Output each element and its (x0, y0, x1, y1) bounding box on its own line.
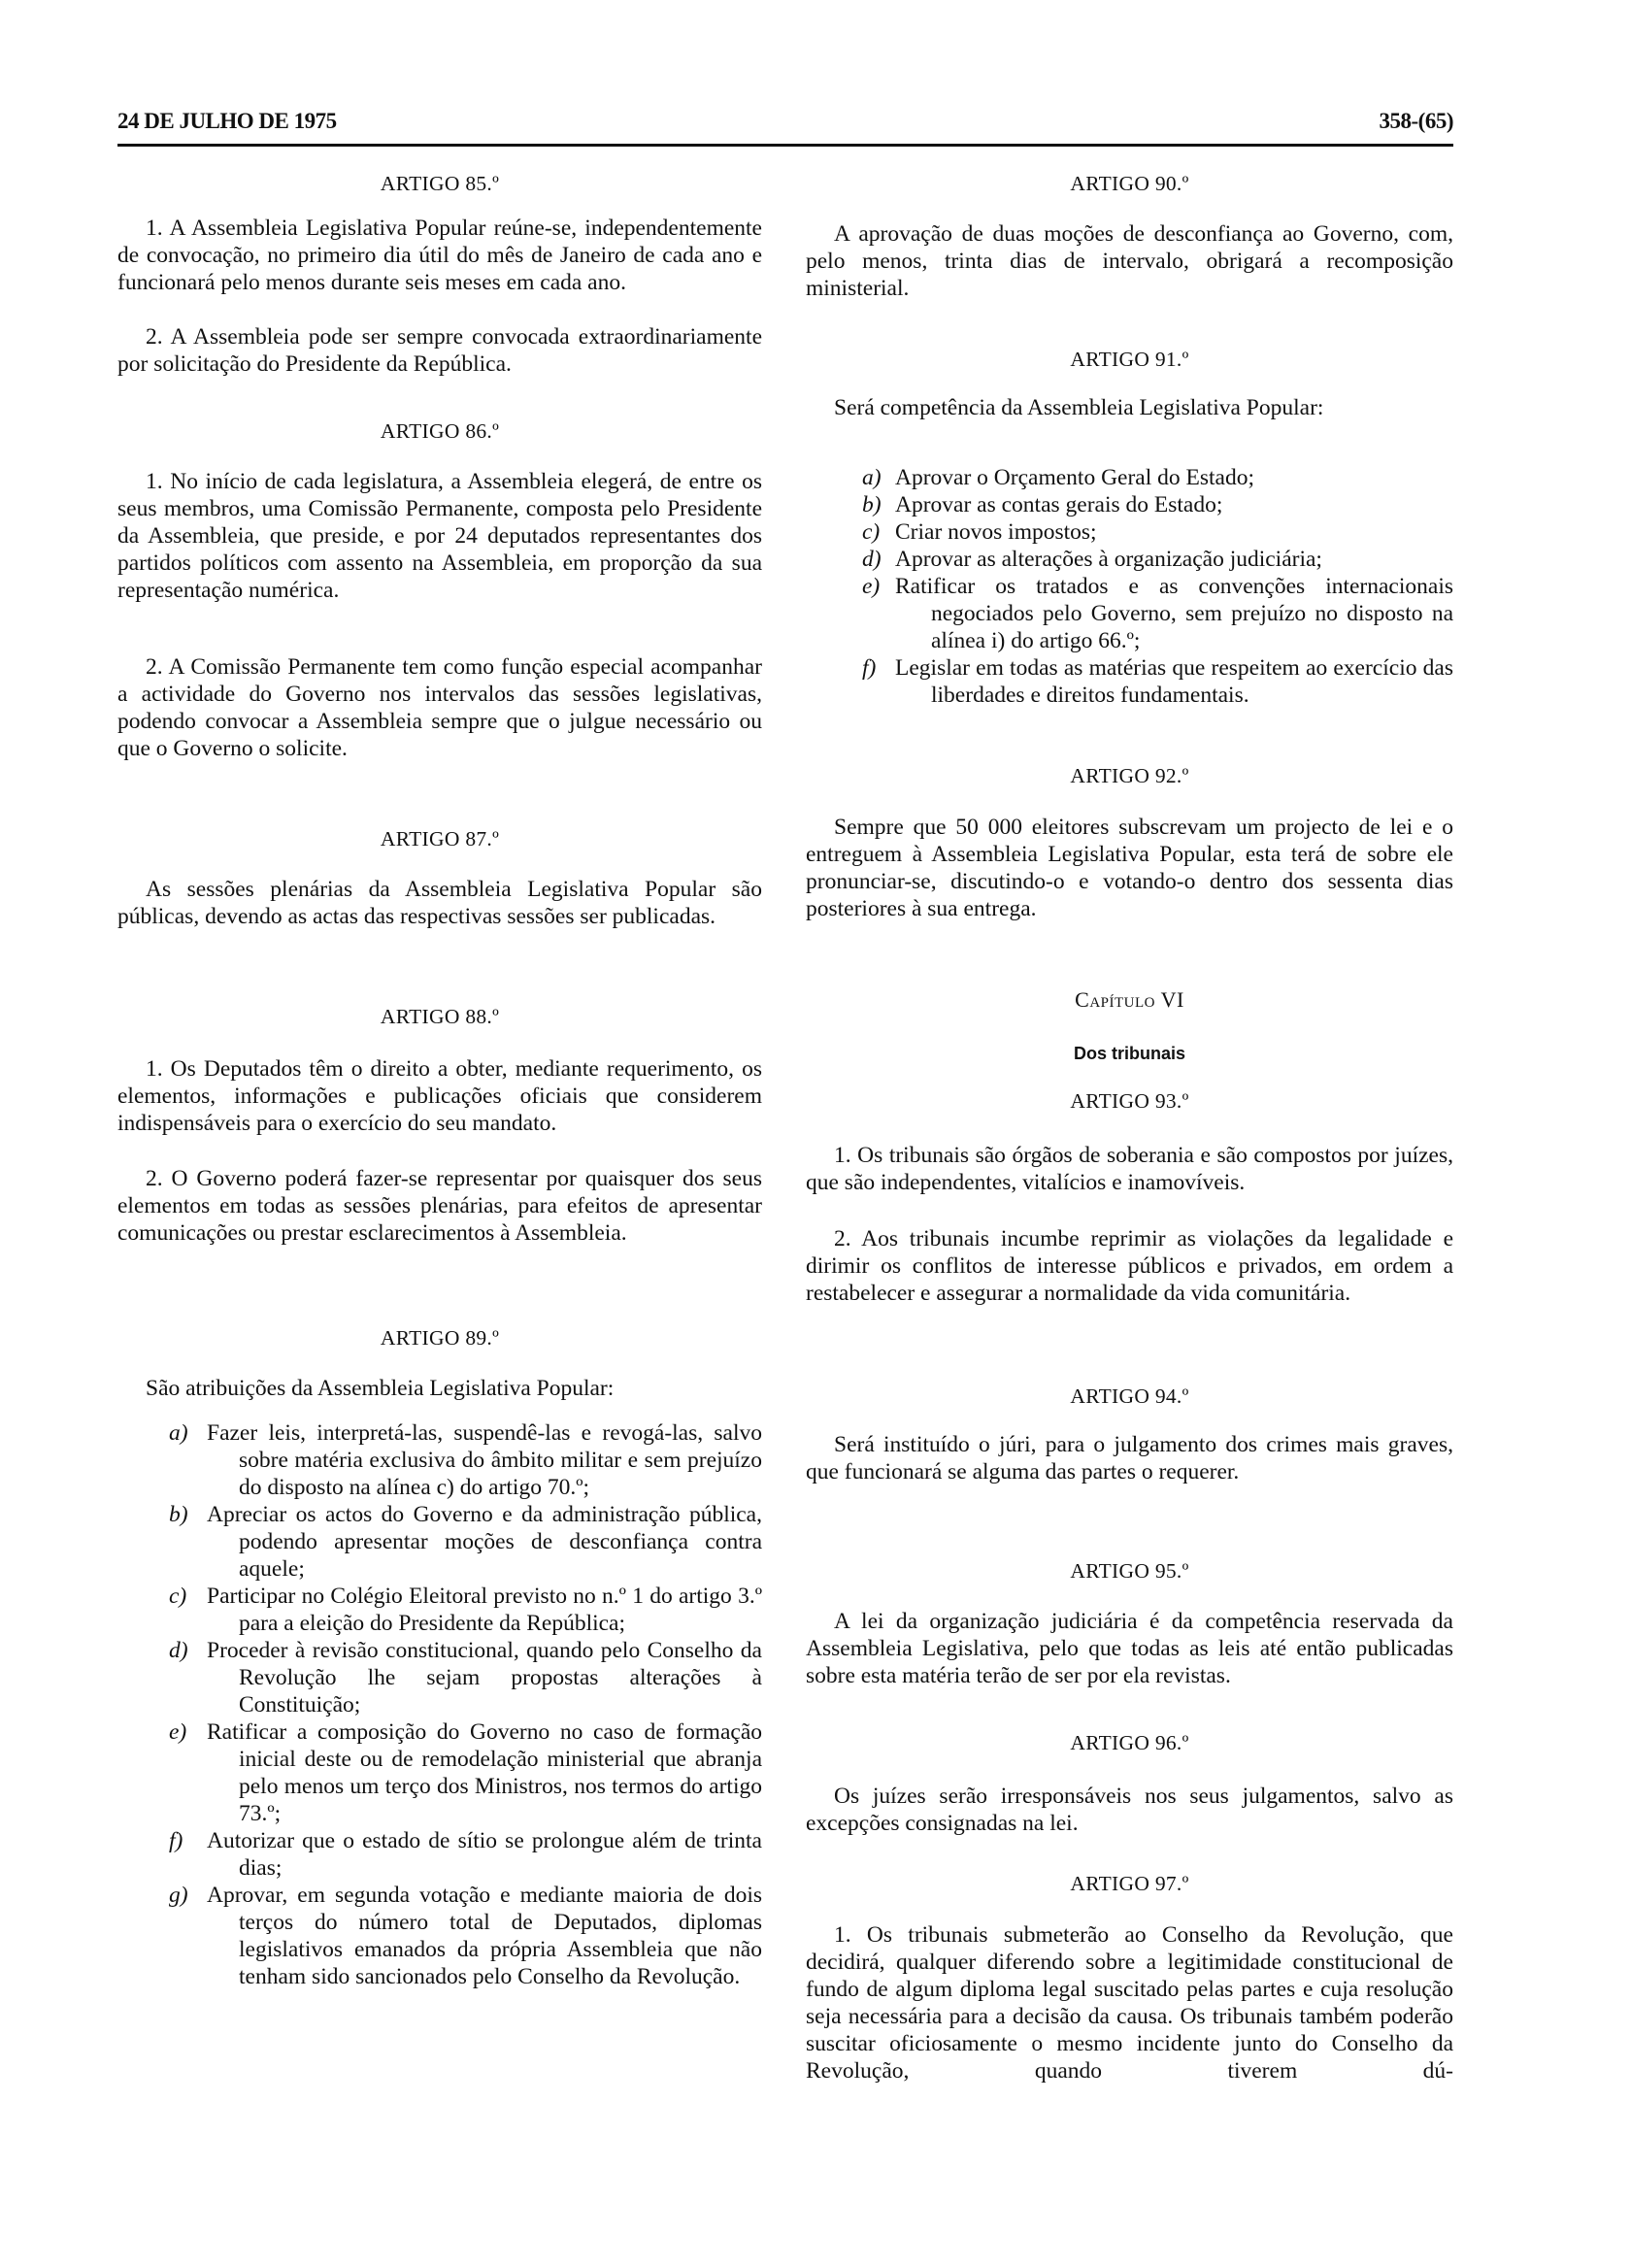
article-97-heading: ARTIGO 97.º (1070, 1872, 1189, 1895)
list-item (806, 546, 1453, 573)
item-text: Aprovar as contas gerais do Estado; (895, 492, 1223, 517)
item-text: Ratificar a composição do Governo no caso de formação inicial deste ou de remodelação ministerial que abranja pelo menos um terço dos Ministros, nos termos do artigo 73.º; (207, 1719, 762, 1826)
article-91-heading: ARTIGO 91.º (1070, 348, 1189, 371)
article-93-paragraph-1: 1. Os tribunais são órgãos de soberania e são compostos por juízes, que são independentes, vitalícios e inamovíveis. (806, 1143, 1453, 1195)
list-item (117, 1583, 762, 1637)
item-text: Apreciar os actos do Governo e da administração pública, podendo apresentar moções de desconfiança contra aquele; (207, 1502, 762, 1582)
list-item (117, 1637, 762, 1718)
article-97-paragraph: 1. Os tribunais submeterão ao Conselho da Revolução, que decidirá, qualquer diferendo sobre a legitimidade constitucional de fundo de algum diploma legal suscitado pelas partes e cuja resolução seja necessária para a decisão da causa. Os tribunais também poderão suscitar oficiosamente o mesmo incidente junto do Conselho da Revolução, quando tiverem dú- (806, 1922, 1453, 2084)
article-88-paragraph-2: 2. O Governo poderá fazer-se representar por quaisquer dos seus elementos em todas as sessões plenárias, para efeitos de apresentar comunicações ou prestar esclarecimentos à Assembleia. (117, 1166, 762, 1246)
article-89-intro: São atribuições da Assembleia Legislativa Popular: (146, 1376, 615, 1401)
left-column (117, 0, 762, 2268)
article-90-paragraph: A aprovação de duas moções de desconfiança ao Governo, com, pelo menos, trinta dias de intervalo, obrigará a recomposição ministerial. (806, 221, 1453, 301)
item-text: Participar no Colégio Eleitoral previsto no n.º 1 do artigo 3.º para a eleição do Presidente da República; (207, 1584, 762, 1636)
article-88-paragraph-1: 1. Os Deputados têm o direito a obter, mediante requerimento, os elementos, informações e publicações oficiais que considerem indispensáveis para o exercício do seu mandato. (117, 1056, 762, 1136)
list-item (806, 654, 1453, 709)
item-label: d) (862, 547, 882, 572)
item-text: Aprovar o Orçamento Geral do Estado; (895, 465, 1254, 490)
item-text: Autorizar que o estado de sítio se prolongue além de trinta dias; (207, 1828, 762, 1881)
item-label: e) (169, 1719, 187, 1745)
item-label: c) (169, 1584, 187, 1609)
chapter-title: Capítulo VI (1075, 987, 1184, 1012)
article-92-heading: ARTIGO 92.º (1070, 764, 1189, 787)
list-item (117, 1501, 762, 1583)
article-95-paragraph: A lei da organização judiciária é da competência reservada da Assembleia Legislativa, pelo que todas as leis até então publicadas sobre esta matéria terão de ser por ela revistas. (806, 1609, 1453, 1688)
list-item (117, 1419, 762, 1501)
article-96-heading: ARTIGO 96.º (1070, 1731, 1189, 1754)
list-item (117, 1718, 762, 1827)
item-label: c) (862, 519, 881, 545)
article-91-intro: Será competência da Assembleia Legislativa Popular: (834, 395, 1324, 420)
item-label: e) (862, 574, 881, 599)
article-95-heading: ARTIGO 95.º (1070, 1559, 1189, 1583)
list-item (806, 573, 1453, 654)
article-86-heading: ARTIGO 86.º (380, 419, 500, 443)
item-label: b) (169, 1502, 188, 1527)
item-text: Aprovar as alterações à organização judiciária; (895, 547, 1322, 572)
item-text: Criar novos impostos; (895, 519, 1097, 545)
item-text: Ratificar os tratados e as convenções internacionais negociados pelo Governo, sem prejuízo no disposto na alínea i) do artigo 66.º; (895, 574, 1453, 653)
chapter-subtitle: Dos tribunais (1073, 1044, 1185, 1063)
article-93-paragraph-2: 2. Aos tribunais incumbe reprimir as violações da legalidade e dirimir os conflitos de interesse públicos e privados, em ordem a restabelecer e assegurar a normalidade da vida comunitária. (806, 1226, 1453, 1306)
article-94-paragraph: Será instituído o júri, para o julgamento dos crimes mais graves, que funcionará se alguma das partes o requerer. (806, 1432, 1453, 1484)
right-column (806, 0, 1453, 2268)
article-93-heading: ARTIGO 93.º (1070, 1089, 1189, 1113)
list-item (806, 518, 1453, 546)
item-label: b) (862, 492, 882, 517)
list-item (806, 464, 1453, 491)
item-label: f) (169, 1828, 183, 1853)
header-date: 24 DE JULHO DE 1975 (117, 109, 337, 133)
article-85-paragraph-2: 2. A Assembleia pode ser sempre convocada extraordinariamente por solicitação do Presidente da República. (117, 324, 762, 377)
list-item (806, 491, 1453, 518)
article-90-heading: ARTIGO 90.º (1070, 172, 1189, 195)
article-87-heading: ARTIGO 87.º (380, 827, 500, 850)
article-92-paragraph: Sempre que 50 000 eleitores subscrevam um projecto de lei e o entreguem à Assembleia Legislativa Popular, esta terá de sobre ele pronunciar-se, discutindo-o e votando-o dentro dos sessenta dias posteriores à sua entrega. (806, 815, 1453, 921)
item-label: d) (169, 1638, 188, 1663)
item-label: a) (169, 1420, 188, 1446)
list-item (117, 1827, 762, 1882)
article-85-paragraph-1: 1. A Assembleia Legislativa Popular reúne-se, independentemente de convocação, no primeiro dia útil do mês de Janeiro de cada ano e funcionará pelo menos durante seis meses em cada ano. (117, 216, 762, 295)
article-94-heading: ARTIGO 94.º (1070, 1384, 1189, 1408)
article-96-paragraph: Os juízes serão irresponsáveis nos seus julgamentos, salvo as excepções consignadas na lei. (806, 1784, 1453, 1836)
item-label: f) (862, 655, 877, 681)
article-88-heading: ARTIGO 88.º (380, 1005, 500, 1028)
item-label: g) (169, 1883, 188, 1908)
article-89-heading: ARTIGO 89.º (380, 1326, 500, 1350)
item-text: Fazer leis, interpretá-las, suspendê-las e revogá-las, salvo sobre matéria exclusiva do âmbito militar e sem prejuízo do disposto na alínea c) do artigo 70.º; (207, 1420, 762, 1500)
article-87-paragraph: As sessões plenárias da Assembleia Legislativa Popular são públicas, devendo as actas das respectivas sessões ser publicadas. (117, 877, 762, 929)
article-85-heading: ARTIGO 85.º (380, 172, 500, 195)
article-86-paragraph-1: 1. No início de cada legislatura, a Assembleia elegerá, de entre os seus membros, uma Comissão Permanente, composta pelo Presidente da Assembleia, que preside, e por 24 deputados representantes dos partidos políticos com assento na Assembleia, em proporção da sua representação numérica. (117, 469, 762, 603)
article-86-paragraph-2: 2. A Comissão Permanente tem como função especial acompanhar a actividade do Governo nos intervalos das sessões legislativas, podendo convocar a Assembleia sempre que o julgue necessário ou que o Governo o solicite. (117, 654, 762, 761)
article-89-list (117, 1419, 762, 1990)
list-item (117, 1882, 762, 1990)
item-text: Legislar em todas as matérias que respeitem ao exercício das liberdades e direitos fundamentais. (895, 655, 1453, 708)
item-text: Proceder à revisão constitucional, quando pelo Conselho da Revolução lhe sejam propostas alterações à Constituição; (207, 1638, 762, 1718)
item-text: Aprovar, em segunda votação e mediante maioria de dois terços do número total de Deputados, diplomas legislativos emanados da própria Assembleia que não tenham sido sancionados pelo Conselho da Revolução. (207, 1883, 762, 1989)
header-page-number: 358-(65) (1379, 109, 1453, 133)
article-91-list (806, 464, 1453, 709)
item-label: a) (862, 465, 882, 490)
